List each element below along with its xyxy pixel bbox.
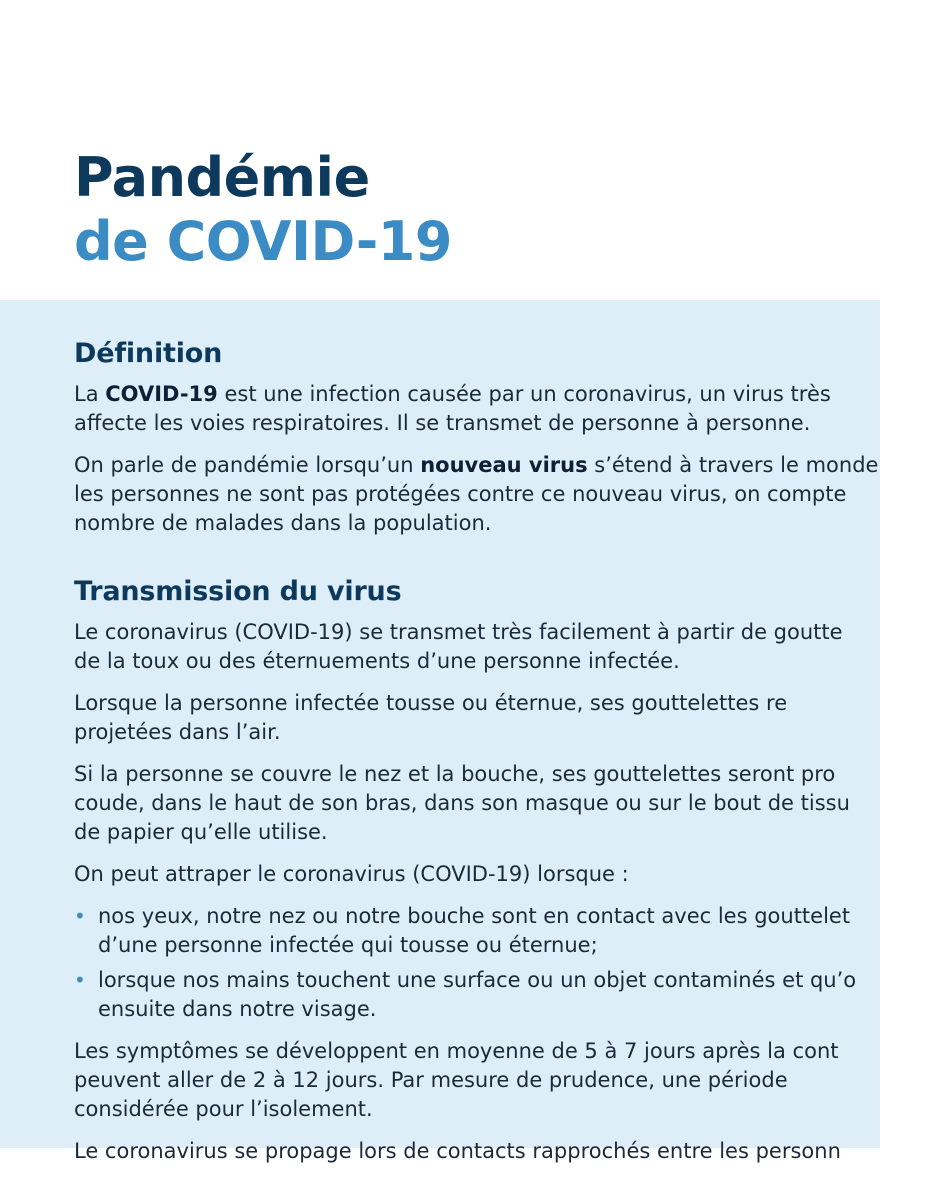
paragraph-line: projetées dans l’air. [74, 720, 281, 744]
transmission-paragraph-3 [74, 760, 934, 847]
paragraph-line: Le coronavirus se propage lors de contacts rapprochés entre les personn [74, 1139, 841, 1163]
content-body [74, 336, 934, 1179]
section-heading-transmission: Transmission du virus [74, 576, 402, 607]
paragraph-line: nombre de malades dans la population. [74, 511, 492, 535]
paragraph-line: Les symptômes se développent en moyenne de 5 à 7 jours après la cont [74, 1039, 839, 1063]
paragraph-line: les personnes ne sont pas protégées contre ce nouveau virus, on compte [74, 482, 847, 506]
list-item [74, 966, 934, 1024]
list-item-line: d’une personne infectée qui tousse ou éternue; [98, 933, 598, 957]
bullet-dot-icon: • [74, 904, 86, 928]
title-line-1: Pandémie [74, 146, 370, 209]
paragraph-line: La COVID-19 est une infection causée par un coronavirus, un virus très [74, 382, 831, 406]
transmission-paragraph-5 [74, 1037, 934, 1124]
transmission-paragraph-1 [74, 618, 934, 676]
paragraph-line: On parle de pandémie lorsqu’un nouveau virus s’étend à travers le monde [74, 453, 879, 477]
list-item-line: lorsque nos mains touchent une surface ou un objet contaminés et qu’o [98, 968, 857, 992]
list-item-line: ensuite dans notre visage. [98, 997, 377, 1021]
transmission-paragraph-6 [74, 1137, 934, 1166]
list-item-line: nos yeux, notre nez ou notre bouche sont en contact avec les gouttelet [98, 904, 851, 928]
paragraph-line: On peut attraper le coronavirus (COVID-19) lorsque : [74, 862, 629, 886]
transmission-paragraph-4 [74, 860, 934, 889]
page-title [74, 146, 452, 274]
transmission-paragraph-2 [74, 689, 934, 747]
definition-paragraph-1 [74, 380, 934, 438]
paragraph-line: peuvent aller de 2 à 12 jours. Par mesure de prudence, une période [74, 1068, 788, 1092]
paragraph-line: Lorsque la personne infectée tousse ou éternue, ses gouttelettes re [74, 691, 788, 715]
paragraph-line: de papier qu’elle utilise. [74, 820, 328, 844]
bullet-dot-icon: • [74, 968, 86, 992]
paragraph-line: Le coronavirus (COVID-19) se transmet très facilement à partir de goutte [74, 620, 843, 644]
bold-term-nouveau-virus: nouveau virus [420, 453, 588, 477]
paragraph-line: de la toux ou des éternuements d’une personne infectée. [74, 649, 680, 673]
list-item [74, 902, 934, 960]
bold-term-covid19: COVID-19 [105, 382, 218, 406]
definition-paragraph-2 [74, 451, 934, 538]
page-header [0, 0, 880, 300]
paragraph-line: considérée pour l’isolement. [74, 1097, 373, 1121]
section-heading-definition: Définition [74, 338, 223, 369]
title-line-2: de COVID-19 [74, 210, 452, 273]
content-panel [0, 300, 880, 1163]
paragraph-line: Si la personne se couvre le nez et la bouche, ses gouttelettes seront pro [74, 762, 836, 786]
paragraph-line: coude, dans le haut de son bras, dans son masque ou sur le bout de tissu [74, 791, 850, 815]
paragraph-line: affecte les voies respiratoires. Il se transmet de personne à personne. [74, 411, 811, 435]
bullet-list [74, 902, 934, 1024]
